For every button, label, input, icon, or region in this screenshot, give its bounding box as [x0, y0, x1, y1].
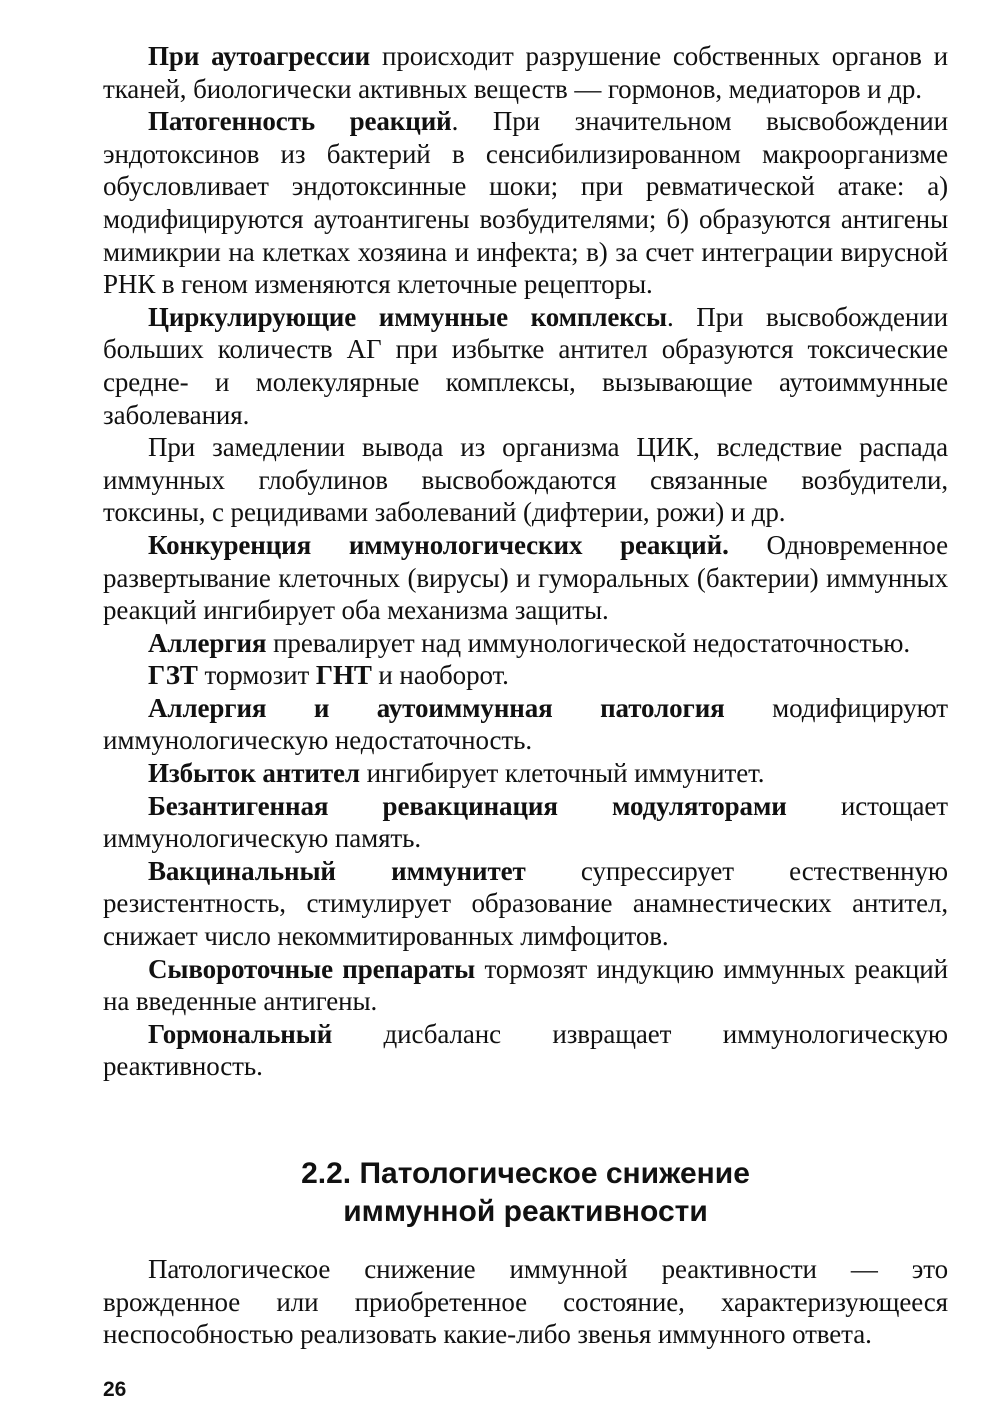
- paragraph-text: тормозят индукцию иммунных реакций на введенные антигены.: [103, 953, 948, 1017]
- paragraph-autoaggression: [103, 40, 948, 105]
- paragraph-text: дисбаланс извращает иммунологическую реактивность.: [103, 1018, 948, 1082]
- page-content: [103, 40, 948, 1351]
- term: Аллергия: [148, 627, 267, 658]
- paragraph-excess-antibodies: [103, 757, 948, 790]
- paragraph-text: тормозит: [197, 660, 316, 691]
- paragraph-text: При замедлении вывода из организма ЦИК, вследствие распада иммунных глобулинов высвобождаются связанные возбудители, токсины, с рецидивами заболеваний (дифтерии, рожи) и др.: [103, 432, 948, 528]
- paragraph-text: превалирует над иммунологической недостаточностью.: [266, 627, 911, 658]
- paragraph-hormonal: [103, 1018, 948, 1083]
- paragraph-allergy: [103, 627, 948, 660]
- paragraph-revaccination: [103, 790, 948, 855]
- section-heading-line-2: иммунной реактивности: [343, 1195, 708, 1228]
- paragraph-vaccine-immunity: [103, 855, 948, 953]
- paragraph-text: . При высвобождении больших количеств АГ при избытке антител образуются токсические средне- и молекулярные комплексы, вызывающие аутоиммунные заболевания.: [103, 301, 948, 430]
- paragraph-text: Одновременное развертывание клеточных (вирусы) и гуморальных (бактерии) иммунных реакций ингибирует оба механизма защиты.: [103, 529, 948, 626]
- section-heading-line-1: 2.2. Патологическое снижение: [301, 1157, 750, 1190]
- term: Вакцинальный иммунитет: [148, 855, 526, 886]
- term: Конкуренция иммунологических реакций.: [148, 529, 729, 560]
- page-number: 26: [103, 1378, 127, 1401]
- paragraph-allergy-autoimmune: [103, 692, 948, 757]
- paragraph-text: ингибирует клеточный иммунитет.: [359, 758, 765, 789]
- paragraph-text: модифицируют иммунологическую недостаточность.: [103, 692, 949, 756]
- term: Избыток антител: [148, 758, 360, 789]
- paragraph-serum-preparations: [103, 953, 948, 1018]
- term-secondary: ГНТ: [315, 660, 372, 691]
- paragraph-text: . При значительном высвобождении эндотоксинов из бактерий в сенсибилизированном макроорганизме обусловливает эндотоксинные шоки; при ревматической атаке: а) модифицируются аутоантигены возбудителями; б) образуются антигены мимикрии на клетках хозяина и инфекта; в) за счет интеграции вирусной РНК в геном изменяются клеточные рецепторы.: [103, 106, 948, 300]
- paragraph-text-secondary: и наоборот.: [371, 660, 509, 691]
- term: ГЗТ: [148, 660, 198, 691]
- term: Патогенность реакций: [148, 106, 452, 137]
- paragraph-text: истощает иммунологическую память.: [103, 790, 948, 854]
- paragraph-immune-complexes: [103, 301, 948, 431]
- term: Гормональный: [148, 1018, 333, 1049]
- paragraph-text: супрессирует естественную резистентность, стимулирует образование анамнестических антител, снижает число некоммитированных лимфоцитов.: [103, 855, 948, 952]
- paragraph-pathogenicity: [103, 105, 948, 301]
- term: Циркулирующие иммунные комплексы: [148, 301, 667, 332]
- term: Безантигенная ревакцинация модуляторами: [148, 790, 787, 821]
- paragraph-cik-clearance: [103, 431, 948, 529]
- paragraph-text: происходит разрушение собственных органов и тканей, биологически активных веществ — гормонов, медиаторов и др.: [103, 41, 948, 104]
- section-paragraph: Патологическое снижение иммунной реактивности — это врожденное или приобретенное состояние, характеризующееся неспособностью реализовать какие-либо звенья иммунного ответа.: [103, 1254, 948, 1350]
- paragraph-gzt-gnt: [103, 659, 948, 692]
- term: Сывороточные препараты: [148, 953, 476, 984]
- section-heading: [103, 1155, 948, 1231]
- term: При аутоагрессии: [148, 41, 371, 71]
- paragraph-competition: [103, 529, 948, 627]
- term: Аллергия и аутоиммунная патология: [148, 692, 725, 723]
